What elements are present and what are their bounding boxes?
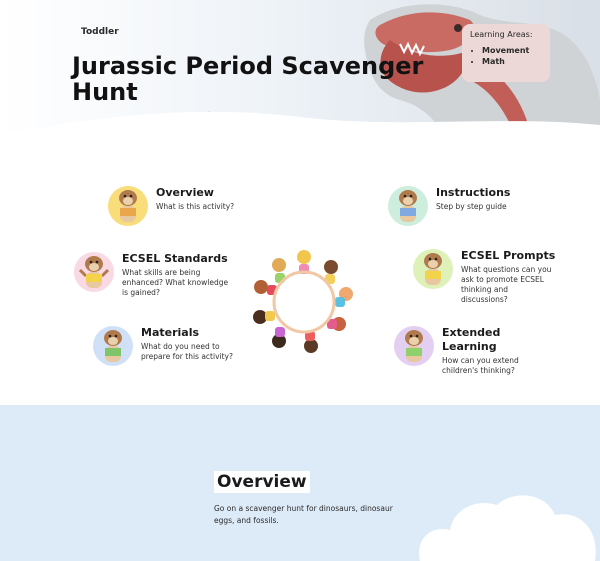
section-wave-divider [0,400,600,440]
materials-heading: Materials [141,326,200,339]
ecsel-standards-subtitle: What skills are being enhanced? What knowledge is gained? [122,268,229,297]
otter-mascot-icon [413,249,453,289]
ecsel-prompts-link[interactable] [413,249,557,305]
overview-section-title: Overview [214,471,310,493]
extended-learning-link[interactable] [394,326,557,376]
overview-section-text: Go on a scavenger hunt for dinosaurs, dinosaur eggs, and fossils. [214,504,393,525]
ecsel-standards-heading: ECSEL Standards [122,252,228,265]
overview-link[interactable] [108,186,234,226]
learning-area-item: • Math [482,56,542,67]
otter-mascot-icon [108,186,148,226]
learning-areas-heading: Learning Areas: [470,30,533,39]
extended-learning-subtitle: How can you extend children's thinking? [442,356,519,375]
ecsel-prompts-heading: ECSEL Prompts [461,249,556,262]
ecsel-prompts-subtitle: What questions can you ask to promote ECSEL thinking and discussions? [461,265,552,304]
otter-mascot-icon [394,326,434,366]
extended-learning-heading: Extended Learning [442,326,501,353]
page-title: Jurassic Period Scavenger Hunt [72,52,424,106]
learning-area-item: • Movement [482,45,542,56]
learning-areas-list [470,45,542,67]
instructions-heading: Instructions [436,186,511,199]
materials-subtitle: What do you need to prepare for this activity? [141,342,233,361]
age-level-label: Toddler [81,27,119,37]
instructions-link[interactable] [388,186,510,226]
children-circle-illustration [249,249,359,355]
cloud-decoration [415,490,600,561]
materials-link[interactable] [93,326,241,366]
instructions-subtitle: Step by step guide [436,202,507,211]
ecsel-standards-link[interactable] [74,252,232,298]
otter-mascot-icon [388,186,428,226]
learning-areas-card [462,24,550,82]
otter-mascot-icon [93,326,133,366]
overview-heading: Overview [156,186,214,199]
overview-subtitle: What is this activity? [156,202,235,211]
otter-mascot-icon [74,252,114,292]
